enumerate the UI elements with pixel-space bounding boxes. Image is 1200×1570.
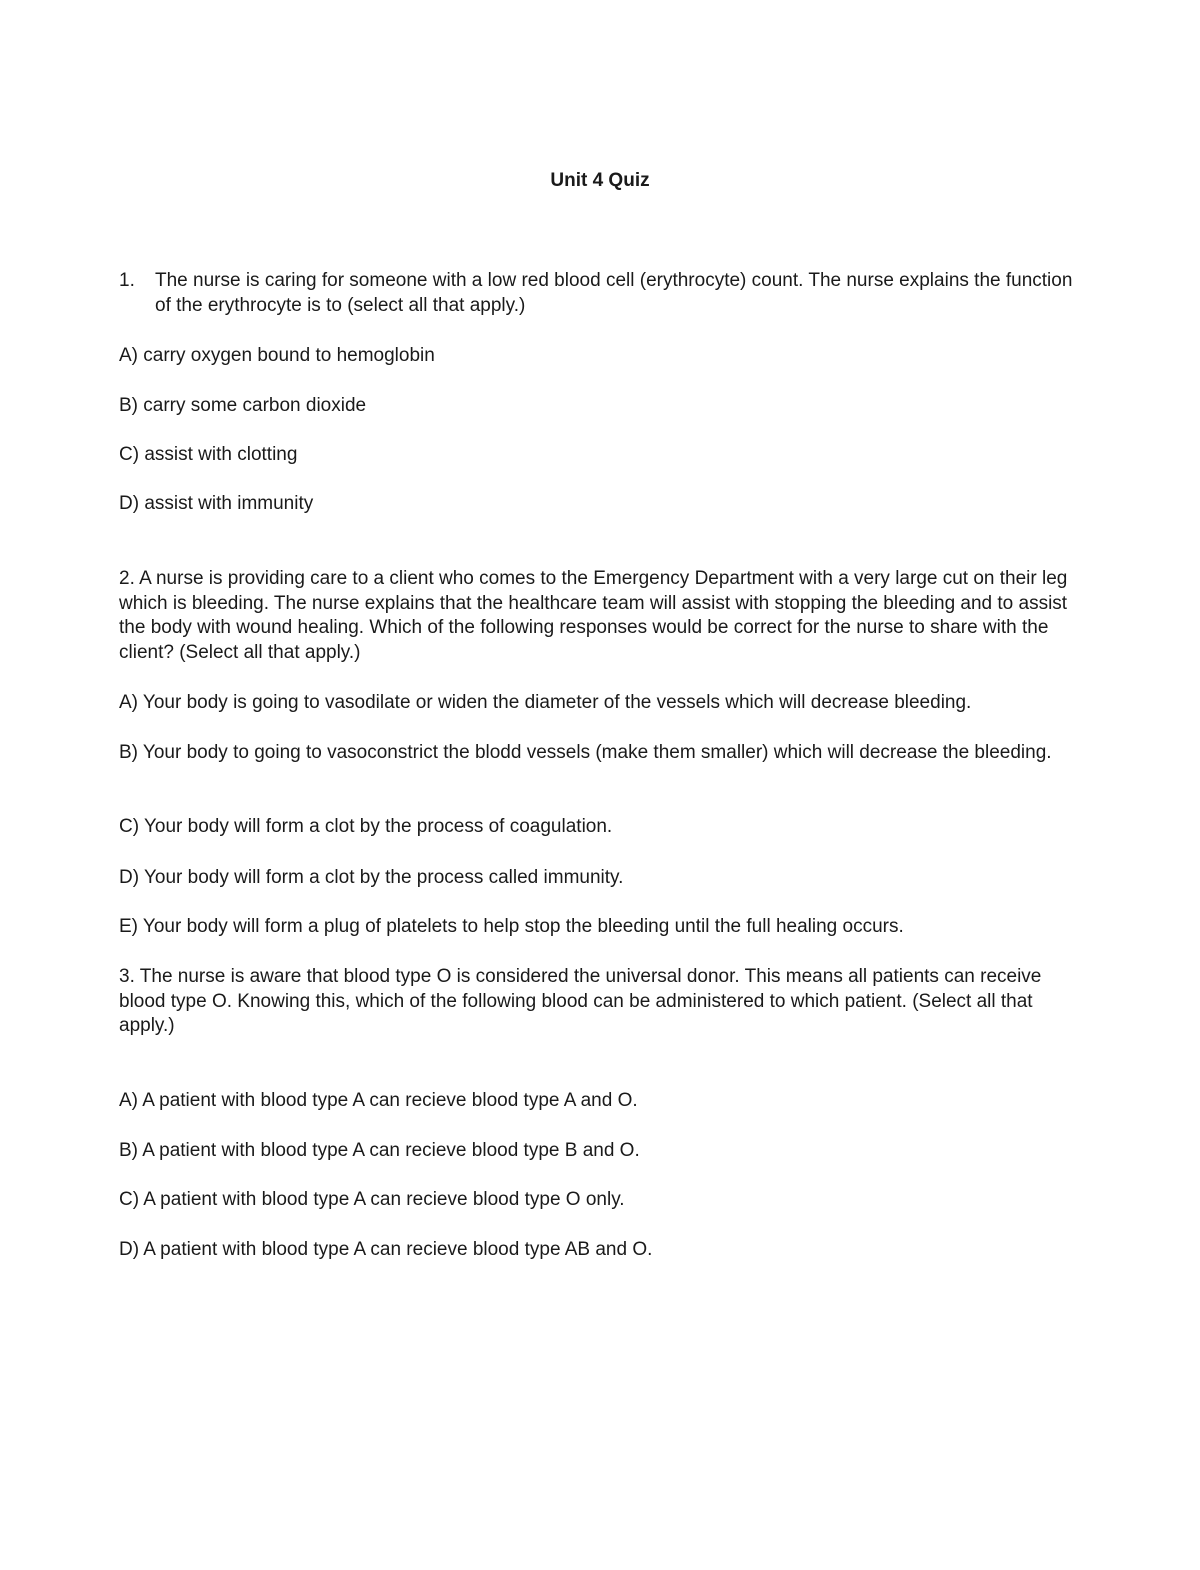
option-b: B) A patient with blood type A can recieve blood type B and O. xyxy=(119,1140,640,1161)
option-b: B) carry some carbon dioxide xyxy=(119,395,367,416)
option-c: C) assist with clotting xyxy=(119,444,298,465)
question-number: 1. xyxy=(119,270,135,291)
question-3: 3. The nurse is aware that blood type O is considered the universal donor. This means all patients can receive blood type O. Knowing this, which of the following blood can be administered to which patient. (Select all that apply.) xyxy=(119,966,1042,1036)
option-e: E) Your body will form a plug of platelets to help stop the bleeding until the full healing occurs. xyxy=(119,916,904,937)
option-c: C) A patient with blood type A can recieve blood type O only. xyxy=(119,1189,625,1210)
page-title: Unit 4 Quiz xyxy=(550,170,650,191)
option-d: D) assist with immunity xyxy=(119,493,314,514)
option-d: D) Your body will form a clot by the process called immunity. xyxy=(119,867,624,888)
option-b: B) Your body to going to vasoconstrict the blodd vessels (make them smaller) which will decrease the bleeding. xyxy=(119,742,1052,763)
question-1 xyxy=(119,269,1079,318)
option-a: A) A patient with blood type A can recieve blood type A and O. xyxy=(119,1090,638,1111)
question-text: The nurse is caring for someone with a low red blood cell (erythrocyte) count. The nurse explains the function of the erythrocyte is to (select all that apply.) xyxy=(155,270,1073,316)
option-a: A) Your body is going to vasodilate or widen the diameter of the vessels which will decrease bleeding. xyxy=(119,692,972,713)
option-d: D) A patient with blood type A can recieve blood type AB and O. xyxy=(119,1239,653,1260)
option-c: C) Your body will form a clot by the process of coagulation. xyxy=(119,816,613,837)
option-a: A) carry oxygen bound to hemoglobin xyxy=(119,345,435,366)
question-2: 2. A nurse is providing care to a client who comes to the Emergency Department with a very large cut on their leg which is bleeding. The nurse explains that the healthcare team will assist with stopping the bleeding and to assist the body with wound healing. Which of the following responses would be correct for the nurse to share with the client? (Select all that apply.) xyxy=(119,568,1068,663)
